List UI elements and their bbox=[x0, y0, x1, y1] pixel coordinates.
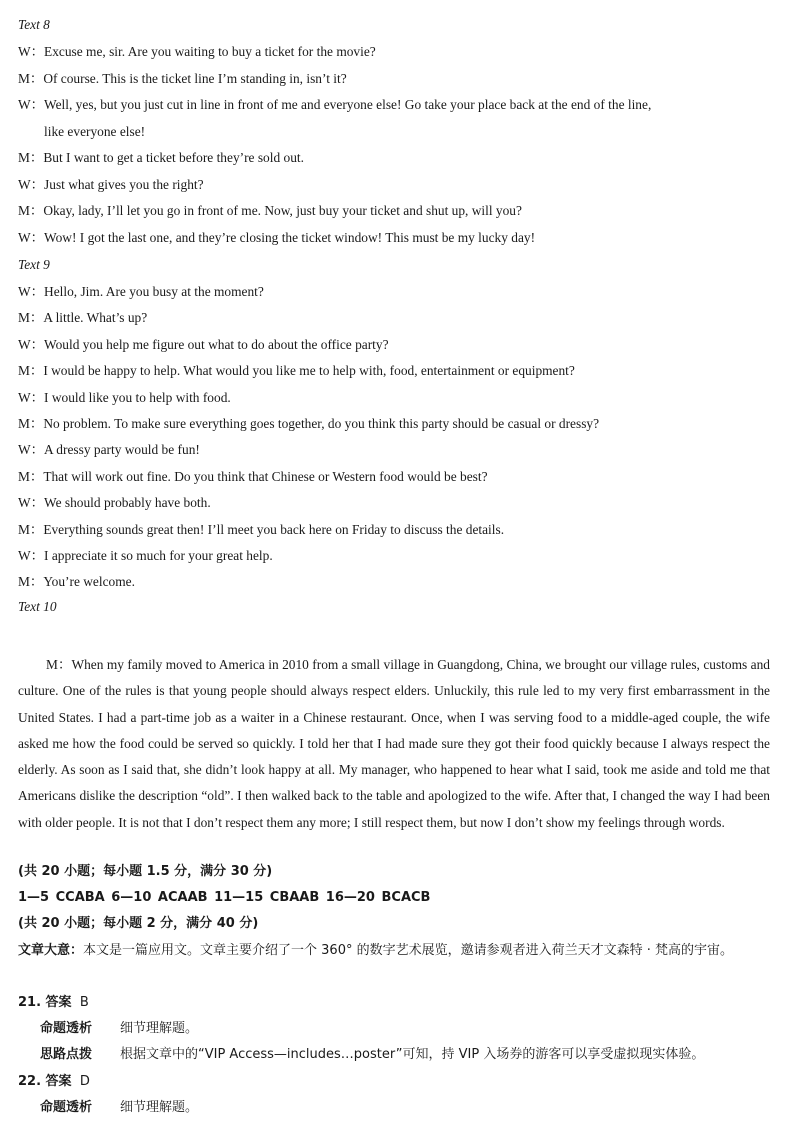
section1-answer-key: 1—5 CCABA 6—10 ACAAB 11—15 CBAAB 16—20 BCACB bbox=[18, 890, 431, 905]
text10-body: When my family moved to America in 2010 from a small village in Guangdong, China, we brought our village rules, customs and culture. One of the rules is that young people should always respect elders. Unluckily, this rule led to my very first embarrassment in the United States. I had a part-time job as a waiter in a Chinese restaurant. Once, when I was serving food to a middle-aged couple, the wife asked me how the food could be served so quickly. I told her that I had made sure they got their food quickly because I always respect the elderly. As soon as I said that, she didn’t look happy at all. My manager, who happened to hear what I said, took me aside and told me that Americans dislike the description “old”. I then walked back to the table and apologized to the wife. After that, I changed the way I had been with older people. It is not that I don’t respect them any more; I still respect them, but now I don’t show my feelings through words. bbox=[18, 657, 770, 830]
text8-line bbox=[18, 230, 535, 246]
dialogue-text: You’re welcome. bbox=[43, 574, 135, 590]
q21-hint-text: 根据文章中的“VIP Access—includes…poster”可知，持 VIP 入场券的游客可以享受虚拟现实体验。 bbox=[120, 1047, 705, 1062]
q21-hint-label: 思路点拨 bbox=[40, 1047, 93, 1062]
speaker-label: W： bbox=[18, 548, 45, 563]
dialogue-text: Okay, lady, I’ll let you go in front of me. Now, just buy your ticket and shut up, will you? bbox=[43, 203, 522, 218]
summary bbox=[18, 938, 778, 964]
q21-answer: B bbox=[79, 995, 89, 1010]
dialogue-text: A dressy party would be fun! bbox=[44, 442, 200, 458]
text9-line bbox=[18, 337, 389, 353]
dialogue-text: A little. What’s up? bbox=[43, 310, 148, 326]
q21-analysis-text: 细节理解题。 bbox=[120, 1021, 199, 1036]
dialogue-text: Wow! I got the last one, and they’re closing the ticket window! This must be my lucky day! bbox=[44, 229, 536, 245]
dialogue-text: Would you help me figure out what to do about the office party? bbox=[44, 336, 389, 352]
speaker-label: W： bbox=[18, 44, 45, 59]
speaker-label: M： bbox=[18, 203, 44, 218]
text8-line bbox=[18, 177, 204, 193]
section1-note: (共 20 小题；每小题 1.5 分，满分 30 分) bbox=[18, 864, 273, 879]
text9-line bbox=[18, 416, 599, 432]
text8-line bbox=[18, 203, 522, 219]
dialogue-text: I would be happy to help. What would you like me to help with, food, entertainment or equipment? bbox=[43, 363, 575, 379]
dialogue-text: Well, yes, but you just cut in line in front of me and everyone else! Go take your place back at the end of the line, bbox=[44, 97, 652, 112]
speaker-label: W： bbox=[18, 442, 45, 458]
q22-answer: D bbox=[79, 1074, 90, 1089]
speaker-label: M： bbox=[18, 416, 44, 431]
text8-line bbox=[44, 124, 145, 140]
speaker-label: W： bbox=[18, 229, 45, 245]
speaker-label: M： bbox=[18, 468, 44, 484]
q22-label: 22. 答案 bbox=[18, 1074, 72, 1089]
dialogue-text: But I want to get a ticket before they’re sold out. bbox=[43, 150, 304, 165]
dialogue-text: Everything sounds great then! I’ll meet you back here on Friday to discuss the details. bbox=[43, 521, 505, 537]
q22-answer-row bbox=[18, 1074, 90, 1090]
text9-heading: Text 9 bbox=[18, 257, 50, 272]
dialogue-text: That will work out fine. Do you think that Chinese or Western food would be best? bbox=[43, 468, 488, 484]
text8-line bbox=[18, 44, 376, 60]
dialogue-text: Of course. This is the ticket line I’m standing in, isn’t it? bbox=[43, 70, 347, 86]
text9-line bbox=[18, 469, 488, 485]
speaker-label: M： bbox=[18, 574, 44, 590]
text9-line bbox=[18, 390, 231, 406]
q21-answer-row bbox=[18, 995, 89, 1011]
text9-line bbox=[18, 495, 211, 511]
dialogue-text: Hello, Jim. Are you busy at the moment? bbox=[44, 284, 264, 299]
q21-hint-row bbox=[40, 1047, 704, 1063]
text8-line bbox=[18, 71, 347, 87]
dialogue-text: I appreciate it so much for your great help. bbox=[44, 548, 273, 563]
q22-analysis-label: 命题透析 bbox=[40, 1100, 93, 1115]
dialogue-text: We should probably have both. bbox=[44, 495, 211, 511]
text10-speaker: M： bbox=[46, 657, 72, 672]
text9-line bbox=[18, 310, 147, 326]
text9-line bbox=[18, 522, 504, 538]
q22-analysis-text: 细节理解题。 bbox=[120, 1100, 199, 1115]
dialogue-text: Excuse me, sir. Are you waiting to buy a ticket for the movie? bbox=[44, 44, 376, 59]
text8-line bbox=[18, 150, 304, 166]
speaker-label: M： bbox=[18, 310, 44, 326]
q21-analysis-row bbox=[40, 1021, 198, 1037]
speaker-label: W： bbox=[18, 495, 45, 511]
q21-label: 21. 答案 bbox=[18, 995, 72, 1010]
q22-analysis-row bbox=[40, 1100, 198, 1116]
speaker-label: M： bbox=[18, 521, 44, 537]
text8-line bbox=[18, 97, 651, 113]
text9-line bbox=[18, 284, 264, 300]
speaker-label: M： bbox=[18, 150, 44, 165]
section2-note: (共 20 小题；每小题 2 分，满分 40 分) bbox=[18, 916, 259, 931]
dialogue-text: like everyone else! bbox=[44, 123, 146, 139]
speaker-label: W： bbox=[18, 389, 45, 405]
dialogue-text: I would like you to help with food. bbox=[44, 389, 231, 405]
text9-line bbox=[18, 574, 135, 590]
text10-paragraph bbox=[18, 652, 770, 836]
speaker-label: W： bbox=[18, 176, 45, 192]
summary-label: 文章大意： bbox=[18, 943, 84, 958]
text9-line bbox=[18, 363, 575, 379]
dialogue-text: No problem. To make sure everything goes together, do you think this party should be casual or dressy? bbox=[43, 416, 600, 431]
q21-analysis-label: 命题透析 bbox=[40, 1021, 93, 1036]
speaker-label: M： bbox=[18, 70, 44, 86]
text10-heading: Text 10 bbox=[18, 599, 57, 614]
speaker-label: W： bbox=[18, 97, 45, 112]
text9-line bbox=[18, 442, 200, 458]
speaker-label: M： bbox=[18, 363, 44, 379]
summary-text: 本文是一篇应用文。文章主要介绍了一个 360° 的数字艺术展览，邀请参观者进入荷兰天才文森特 · 梵高的宇宙。 bbox=[83, 943, 733, 958]
speaker-label: W： bbox=[18, 336, 45, 352]
dialogue-text: Just what gives you the right? bbox=[44, 176, 204, 192]
speaker-label: W： bbox=[18, 284, 45, 299]
text8-heading: Text 8 bbox=[18, 17, 50, 32]
text9-line bbox=[18, 548, 273, 564]
